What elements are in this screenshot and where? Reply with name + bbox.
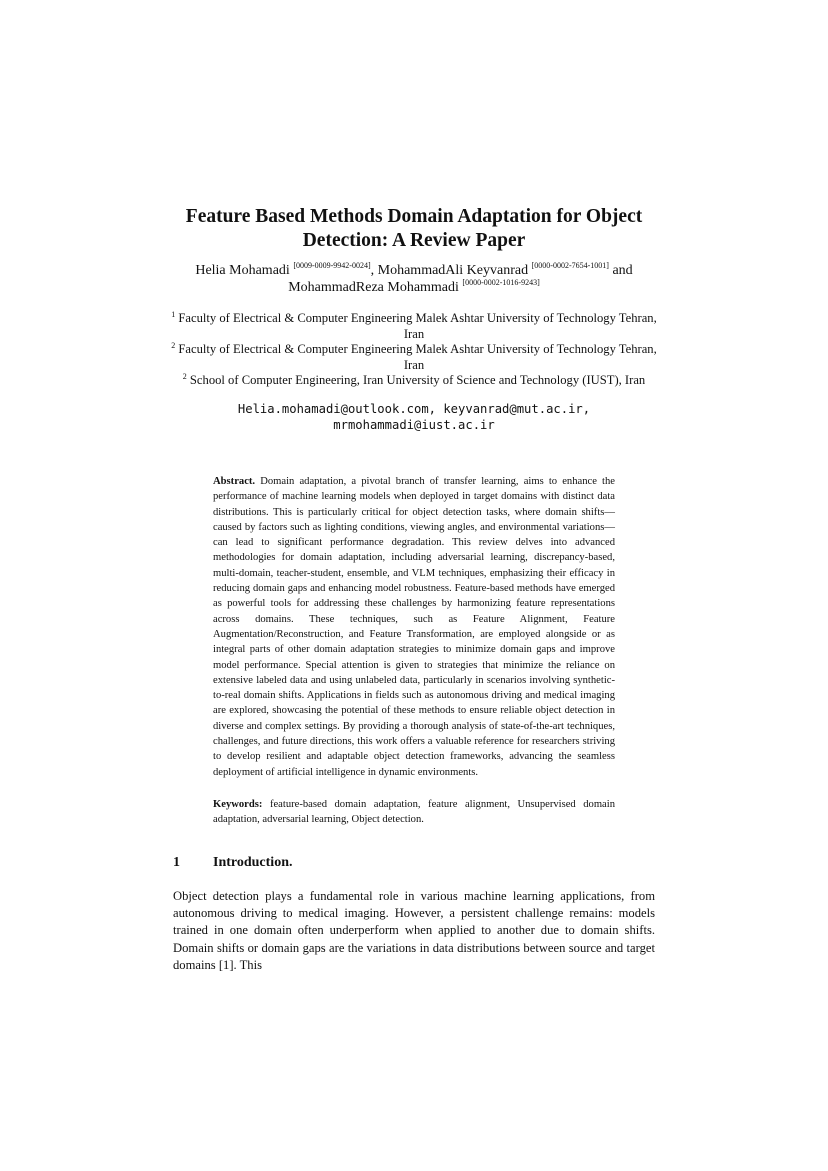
affiliation — [160, 342, 668, 373]
author-orcid: [0000-0002-7654-1001] — [531, 261, 609, 270]
affiliation-list — [160, 311, 668, 389]
author-name: MohammadAli Keyvanrad — [377, 263, 529, 278]
author-orcid: [0000-0002-1016-9243] — [462, 278, 540, 287]
keywords — [213, 797, 615, 828]
author-name: Helia Mohamadi — [195, 263, 290, 278]
affiliation-mark: 1 — [171, 310, 176, 319]
title-line-1: Feature Based Methods Domain Adaptation for Object — [185, 206, 643, 227]
email-line-1: Helia.mohamadi@outlook.com, keyvanrad@mut.ac.ir, — [237, 402, 591, 416]
affiliation-text: Faculty of Electrical & Computer Engineering Malek Ashtar University of Technology Tehran, Iran — [178, 311, 657, 341]
affiliation — [160, 311, 668, 342]
paper-title — [150, 205, 678, 253]
affiliation — [160, 373, 668, 389]
section-heading — [173, 854, 292, 871]
intro-paragraph: Object detection plays a fundamental role in various machine learning applications, from autonomous driving to medical imaging. However, a persistent challenge remains: models trained in one domain often underperform when applied to another due to domain shifts. Domain shifts or domain gaps are the variations in data distributions between source and target domains [1]. This — [173, 889, 655, 972]
keywords-label: Keywords: — [213, 799, 263, 810]
title-line-2: Detection: A Review Paper — [302, 230, 526, 251]
section-title: Introduction. — [213, 855, 293, 870]
section-number: 1 — [173, 855, 180, 870]
abstract-text: Domain adaptation, a pivotal branch of transfer learning, aims to enhance the performance of machine learning models when deployed in target domains with distinct data distributions. This is particularly critical for object detection tasks, where domain shifts—caused by factors such as lighting conditions, viewing angles, and environmental variations—can lead to significant performance degradation. This review delves into advanced methodologies for domain adaptation, including adversarial learning, discrepancy-based, multi-domain, teacher-student, ensemble, and VLM techniques, emphasizing their efficacy in reducing domain gaps and enhancing model robustness. Feature-based methods have emerged as powerful tools for addressing these challenges by harmonizing feature representations across domains. These techniques, such as Feature Alignment, Feature Augmentation/Reconstruction, and Feature Transformation, are employed alongside or as integral parts of other domain adaptation strategies to minimize domain gaps and improve model performance. Special attention is given to strategies that minimize the reliance on extensive labeled data and using unlabeled data, particularly in scenarios involving synthetic-to-real domain shifts. Applications in fields such as autonomous driving and medical imaging are explored, showcasing the potential of these methods to ensure reliable object detection in diverse and complex settings. By providing a thorough analysis of state-of-the-art techniques, challenges, and future directions, this work offers a valuable reference for researchers striving to develop resilient and adaptable object detection frameworks, advancing the seamless deployment of artificial intelligence in dynamic environments. — [213, 476, 615, 778]
email-list — [160, 401, 668, 433]
affiliation-mark: 2 — [182, 372, 187, 381]
author-conjunction: and — [612, 263, 633, 278]
author-list: Helia Mohamadi [0009-0009-9942-0024], MohammadAli Keyvanrad [0000-0002-7654-1001] and MohammadReza Mohammadi [0000-0002-1016-9243] — [195, 261, 633, 295]
author-orcid: [0009-0009-9942-0024] — [293, 261, 371, 270]
abstract — [213, 474, 615, 780]
affiliation-mark: 2 — [171, 341, 176, 350]
keywords-text: feature-based domain adaptation, feature alignment, Unsupervised domain adaptation, adversarial learning, Object detection. — [213, 799, 616, 826]
email-line-2: mrmohammadi@iust.ac.ir — [333, 418, 495, 432]
abstract-label: Abstract. — [213, 476, 256, 487]
author-name: MohammadReza Mohammadi — [288, 280, 459, 295]
affiliation-text: School of Computer Engineering, Iran University of Science and Technology (IUST), Iran — [189, 373, 646, 387]
affiliation-text: Faculty of Electrical & Computer Engineering Malek Ashtar University of Technology Tehran, Iran — [178, 342, 657, 372]
